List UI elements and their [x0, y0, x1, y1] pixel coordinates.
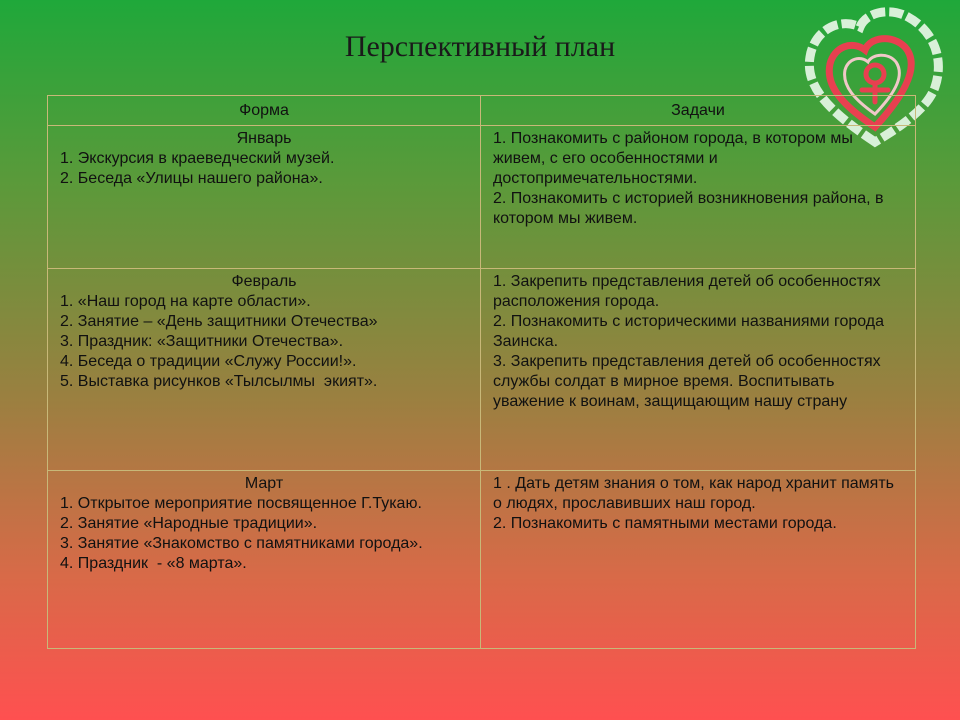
task-item: 2. Познакомить с историей возникновения района, в котором мы живем. [493, 190, 884, 227]
form-cell [48, 126, 481, 269]
header-form: Форма [48, 96, 481, 126]
task-item: 2. Познакомить с памятными местами города. [493, 515, 837, 532]
task-item: 1. Познакомить с районом города, в котором мы живем, с его особенностями и достопримечательностями. [493, 130, 853, 187]
form-item: 5. Выставка рисунков «Тылсылмы экият». [60, 373, 378, 390]
header-tasks: Задачи [481, 96, 916, 126]
form-item: 4. Праздник - «8 марта». [60, 555, 247, 572]
form-item: 3. Занятие «Знакомство с памятниками города». [60, 535, 423, 552]
table-row [48, 269, 916, 471]
table-row [48, 126, 916, 269]
month-label: Март [244, 475, 284, 492]
task-item: 3. Закрепить представления детей об особенностях службы солдат в мирное время. Воспитывать уважение к воинам, защищающим нашу страну [493, 353, 881, 410]
form-item: 2. Занятие – «День защитники Отечества» [60, 313, 378, 330]
form-item: 4. Беседа о традиции «Служу России!». [60, 353, 357, 370]
task-item: 1. Закрепить представления детей об особенностях расположения города. [493, 273, 881, 310]
form-cell [48, 471, 481, 649]
task-cell [481, 126, 916, 269]
page-title: Перспективный план [344, 30, 616, 63]
form-item: 2. Занятие «Народные традиции». [60, 515, 318, 532]
plan-table [47, 95, 916, 649]
form-item: 1. Открытое мероприятие посвященное Г.Тукаю. [60, 495, 422, 512]
table-header-row [48, 96, 916, 126]
task-item: 2. Познакомить с историческими названиями города Заинска. [493, 313, 885, 350]
form-cell [48, 269, 481, 471]
table-row [48, 471, 916, 649]
form-item: 1. «Наш город на карте области». [60, 293, 311, 310]
form-item: 1. Экскурсия в краеведческий музей. [60, 150, 335, 167]
month-label: Февраль [231, 273, 297, 290]
task-cell [481, 471, 916, 649]
form-item: 3. Праздник: «Защитники Отечества». [60, 333, 344, 350]
form-item: 2. Беседа «Улицы нашего района». [60, 170, 323, 187]
task-cell [481, 269, 916, 471]
task-item: 1 . Дать детям знания о том, как народ хранит память о людях, прославивших наш город. [493, 475, 894, 512]
month-label: Январь [236, 130, 292, 147]
